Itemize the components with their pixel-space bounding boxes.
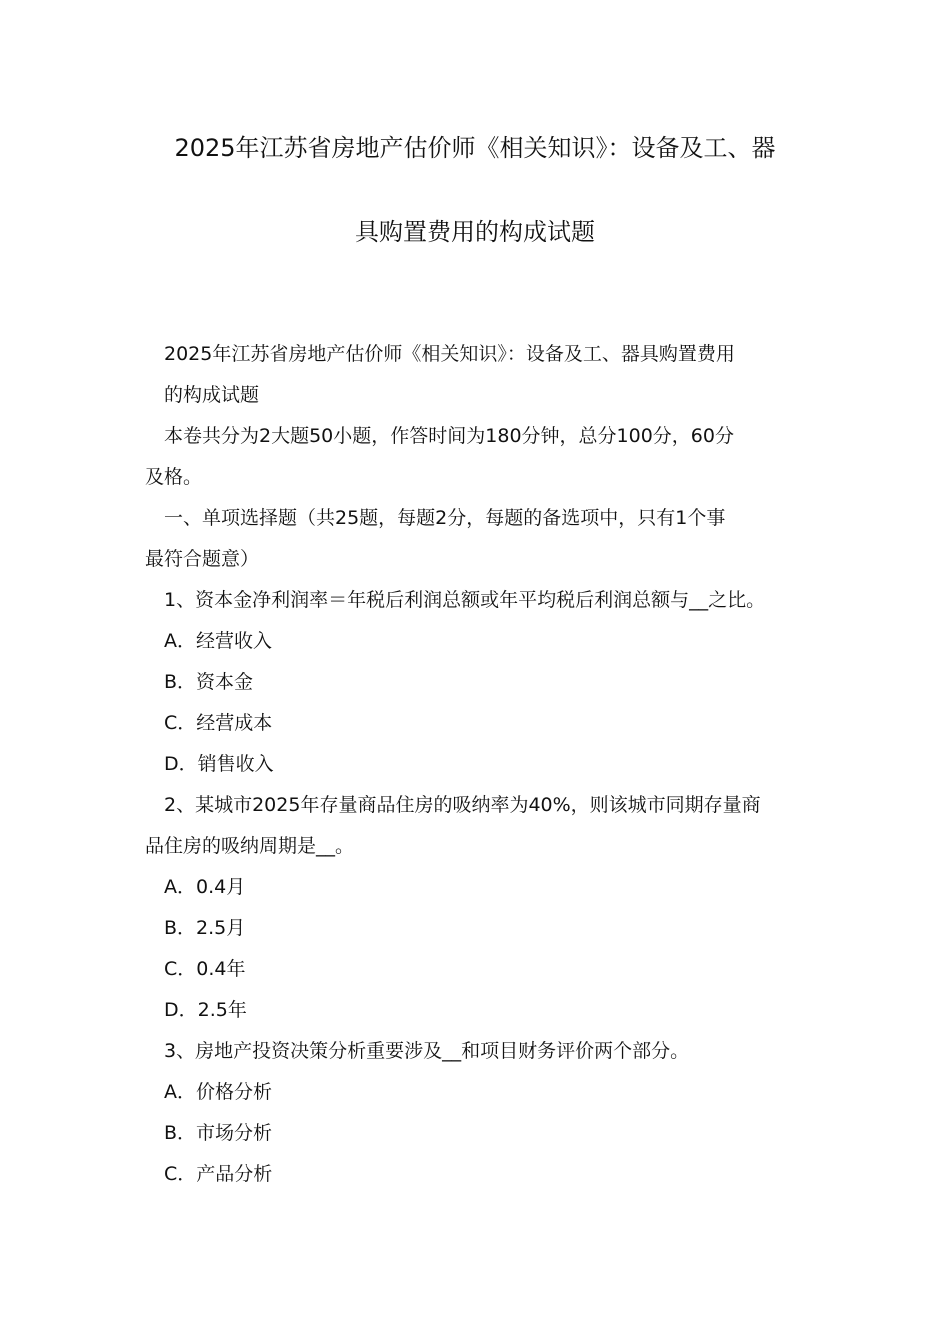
question-2-stem-line-2: 品住房的吸纳周期是__。 xyxy=(145,835,355,857)
exam-info-line-2: 及格。 xyxy=(145,466,203,488)
question-2-stem-line-1: 2、某城市2025年存量商品住房的吸纳率为40%，则该城市同期存量商 xyxy=(164,794,761,816)
question-3-option-b: B．市场分析 xyxy=(164,1122,273,1144)
question-2-option-b: B．2.5月 xyxy=(164,917,246,939)
question-1-option-a: A．经营收入 xyxy=(164,630,272,652)
question-1-option-c: C．经营成本 xyxy=(164,712,273,734)
intro-line-1: 2025年江苏省房地产估价师《相关知识》：设备及工、器具购置费用 xyxy=(164,343,735,365)
intro-line-2: 的构成试题 xyxy=(164,384,260,406)
question-1-option-d: D．销售收入 xyxy=(164,753,274,775)
question-2-option-a: A．0.4月 xyxy=(164,876,246,898)
document-title-line-1: 2025年江苏省房地产估价师《相关知识》：设备及工、器 xyxy=(174,134,776,162)
question-3-option-c: C．产品分析 xyxy=(164,1163,273,1185)
exam-info-line-1: 本卷共分为2大题50小题，作答时间为180分钟，总分100分，60分 xyxy=(164,425,734,447)
question-2-option-d: D．2.5年 xyxy=(164,999,247,1021)
question-1-option-b: B．资本金 xyxy=(164,671,254,693)
section-heading-line-1: 一、单项选择题（共25题，每题2分，每题的备选项中，只有1个事 xyxy=(164,507,726,529)
document-title-line-2: 具购置费用的构成试题 xyxy=(355,218,595,246)
document-body xyxy=(145,334,815,1195)
question-2-option-c: C．0.4年 xyxy=(164,958,246,980)
section-heading-line-2: 最符合题意） xyxy=(145,548,260,570)
question-3-stem: 3、房地产投资决策分析重要涉及__和项目财务评价两个部分。 xyxy=(164,1040,690,1062)
question-3-option-a: A．价格分析 xyxy=(164,1081,272,1103)
question-1-stem: 1、资本金净利润率＝年税后利润总额或年平均税后利润总额与__之比。 xyxy=(164,589,766,611)
